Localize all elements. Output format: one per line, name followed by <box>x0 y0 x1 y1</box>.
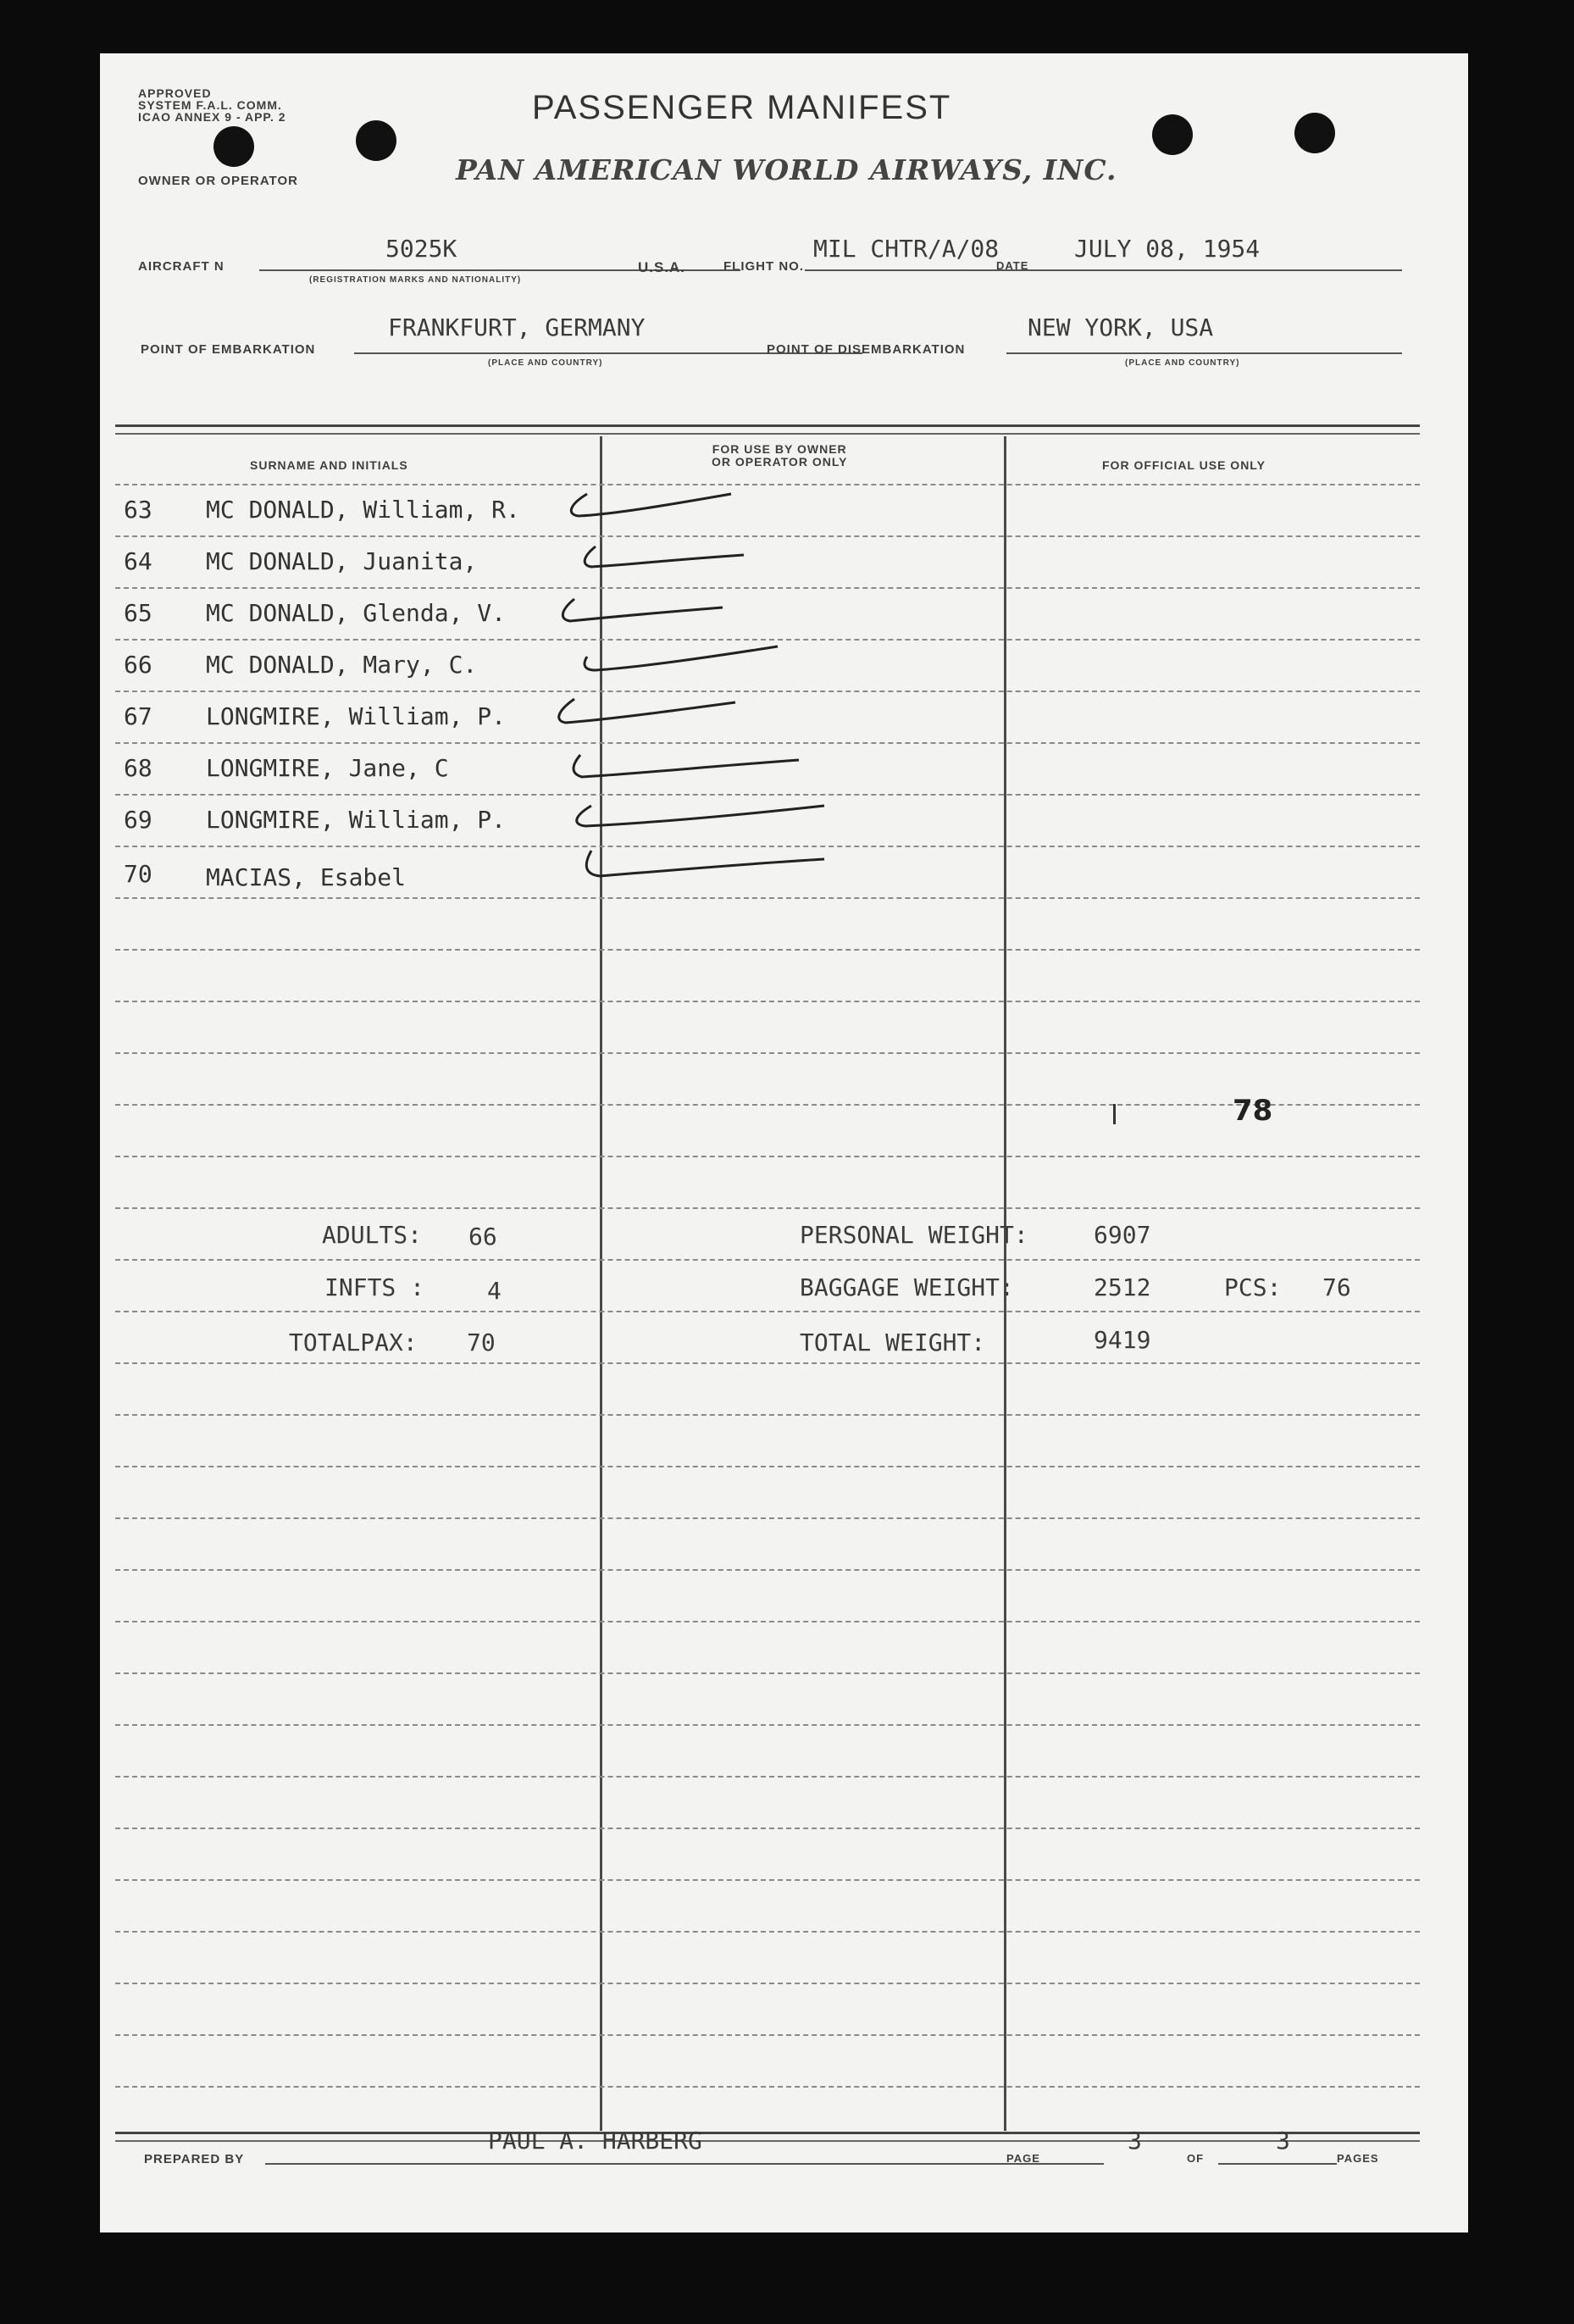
total-weight-value: 9419 <box>1094 1326 1151 1354</box>
flight-label: FLIGHT NO. <box>723 259 804 274</box>
row-rule <box>115 1362 1420 1364</box>
baggage-weight-label: BAGGAGE WEIGHT: <box>800 1273 1014 1301</box>
row-rule <box>115 794 1420 796</box>
totalpax-count: 70 <box>467 1328 496 1356</box>
row-number: 63 <box>124 496 152 524</box>
row-number: 66 <box>124 651 152 679</box>
disembarkation-caption: (PLACE AND COUNTRY) <box>1125 358 1240 368</box>
disembarkation-point: NEW YORK, USA <box>1028 313 1214 341</box>
owner-name: PAN AMERICAN WORLD AIRWAYS, INC. <box>456 153 1117 186</box>
row-rule <box>115 1414 1420 1416</box>
check-mark-icon <box>574 641 795 684</box>
row-rule <box>115 587 1420 589</box>
row-number: 65 <box>124 599 152 627</box>
row-rule <box>115 1879 1420 1881</box>
check-mark-icon <box>553 592 740 635</box>
passenger-name: LONGMIRE, William, P. <box>206 806 507 834</box>
row-rule <box>115 2086 1420 2088</box>
registration-caption: (REGISTRATION MARKS AND NATIONALITY) <box>309 275 522 285</box>
row-rule <box>115 691 1420 692</box>
personal-weight-label: PERSONAL WEIGHT: <box>800 1221 1028 1249</box>
row-rule <box>115 639 1420 641</box>
row-rule <box>115 1828 1420 1829</box>
check-mark-icon <box>549 694 752 736</box>
row-rule <box>115 1052 1420 1054</box>
row-rule <box>115 1517 1420 1519</box>
disembarkation-label: POINT OF DISEMBARKATION <box>767 342 966 357</box>
adults-label: ADULTS: <box>322 1221 423 1249</box>
totalpax-label: TOTALPAX: <box>289 1328 418 1356</box>
prepared-by-name: PAUL A. HARBERG <box>488 2127 702 2155</box>
row-rule <box>115 1001 1420 1002</box>
check-mark-icon <box>562 797 833 840</box>
row-rule <box>115 535 1420 537</box>
punch-hole <box>1152 114 1193 155</box>
owner-label: OWNER OR OPERATOR <box>138 174 298 188</box>
personal-weight-value: 6907 <box>1094 1221 1151 1249</box>
passenger-name: LONGMIRE, William, P. <box>206 702 507 730</box>
usa-label: U.S.A. <box>638 259 686 275</box>
pages-label: PAGES <box>1337 2152 1379 2165</box>
embarkation-caption: (PLACE AND COUNTRY) <box>488 358 603 368</box>
row-rule <box>115 2034 1420 2036</box>
row-rule <box>115 1983 1420 1984</box>
row-rule <box>115 1104 1420 1106</box>
row-rule <box>115 1724 1420 1726</box>
aircraft-number: 5025K <box>385 235 457 263</box>
date-label: DATE <box>996 259 1029 272</box>
embarkation-point: FRANKFURT, GERMANY <box>388 313 646 341</box>
row-rule <box>115 484 1420 485</box>
approval-note <box>138 87 286 123</box>
row-rule <box>115 1672 1420 1674</box>
col-header-owner-use: FOR USE BY OWNER OR OPERATOR ONLY <box>712 442 848 469</box>
col-header-surname: SURNAME AND INITIALS <box>250 458 408 472</box>
pen-mark <box>1113 1104 1116 1124</box>
punch-hole <box>1294 113 1335 153</box>
page-count: 3 <box>1276 2127 1290 2155</box>
pcs-value: 76 <box>1322 1273 1351 1301</box>
row-number: 68 <box>124 754 152 782</box>
row-number: 69 <box>124 806 152 834</box>
official-note: 78 <box>1233 1094 1273 1128</box>
approval-line: ICAO ANNEX 9 - APP. 2 <box>138 110 286 124</box>
col-header-official-use: FOR OFFICIAL USE ONLY <box>1102 458 1266 472</box>
row-rule <box>115 1259 1420 1261</box>
row-rule <box>115 1776 1420 1778</box>
punch-hole <box>213 126 254 167</box>
embarkation-label: POINT OF EMBARKATION <box>141 342 316 357</box>
check-mark-icon <box>562 487 748 530</box>
row-rule <box>115 1207 1420 1209</box>
row-rule <box>115 1466 1420 1467</box>
flight-number: MIL CHTR/A/08 <box>813 235 1000 263</box>
row-number: 67 <box>124 702 152 730</box>
row-rule <box>115 1156 1420 1157</box>
prepared-by-label: PREPARED BY <box>144 2152 245 2166</box>
punch-hole <box>356 120 396 161</box>
row-rule <box>115 1621 1420 1622</box>
passenger-name: LONGMIRE, Jane, C <box>206 754 449 782</box>
row-rule <box>115 897 1420 899</box>
manifest-sheet <box>100 53 1468 2232</box>
row-number: 70 <box>124 860 152 888</box>
passenger-name: MACIAS, Esabel <box>206 863 407 891</box>
row-number: 64 <box>124 547 152 575</box>
row-rule <box>115 1569 1420 1571</box>
infts-label: INFTS : <box>324 1273 425 1301</box>
approval-line: APPROVED <box>138 86 212 100</box>
page-label: PAGE <box>1006 2152 1040 2165</box>
passenger-name: MC DONALD, Mary, C. <box>206 651 478 679</box>
passenger-name: MC DONALD, William, R. <box>206 496 520 524</box>
check-mark-icon <box>562 748 807 790</box>
row-rule <box>115 1311 1420 1312</box>
check-mark-icon <box>570 847 841 890</box>
of-label: OF <box>1187 2152 1205 2165</box>
check-mark-icon <box>574 540 761 582</box>
passenger-name: MC DONALD, Glenda, V. <box>206 599 507 627</box>
adults-count: 66 <box>468 1223 497 1251</box>
total-weight-label: TOTAL WEIGHT: <box>800 1328 986 1356</box>
page-title: PASSENGER MANIFEST <box>532 89 952 126</box>
infts-count: 4 <box>487 1277 502 1305</box>
aircraft-label: AIRCRAFT N <box>138 259 224 274</box>
approval-line: SYSTEM F.A.L. COMM. <box>138 98 282 112</box>
row-rule <box>115 1931 1420 1933</box>
page-number: 3 <box>1128 2127 1142 2155</box>
flight-date: JULY 08, 1954 <box>1074 235 1261 263</box>
row-rule <box>115 742 1420 744</box>
row-rule <box>115 949 1420 951</box>
baggage-weight-value: 2512 <box>1094 1273 1151 1301</box>
passenger-name: MC DONALD, Juanita, <box>206 547 478 575</box>
pcs-label: PCS: <box>1224 1273 1282 1301</box>
